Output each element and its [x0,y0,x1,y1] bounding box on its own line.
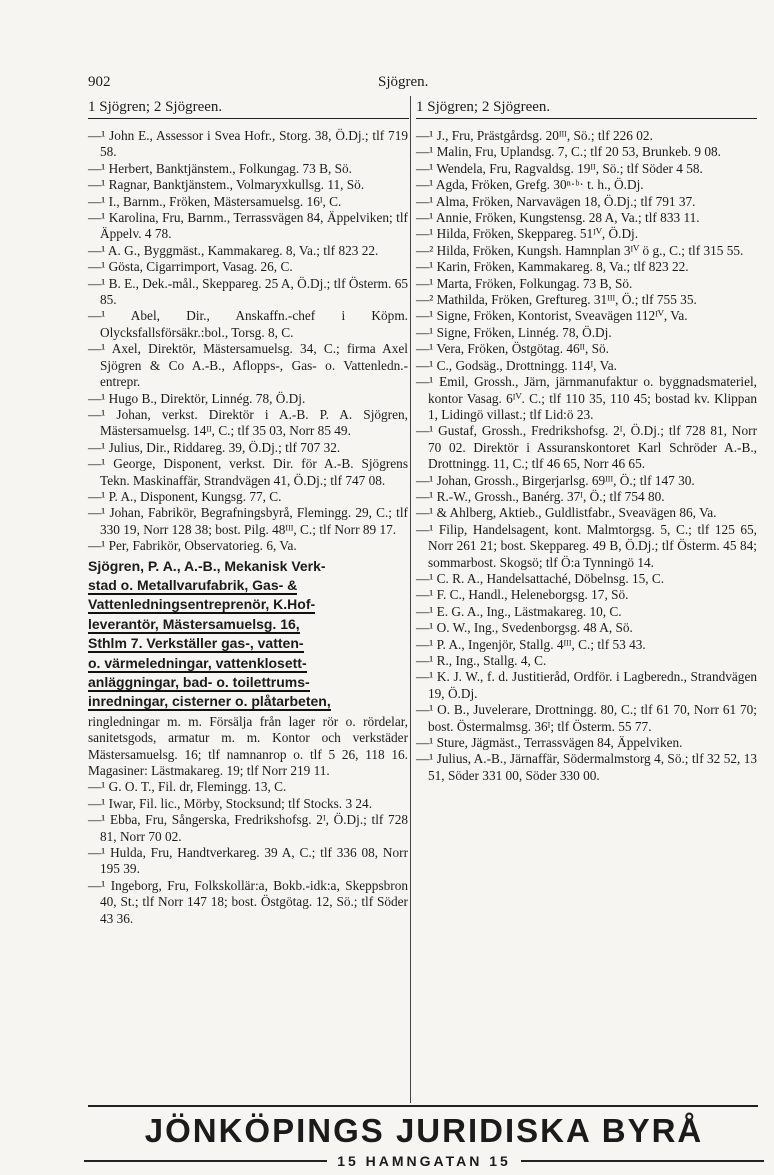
directory-entry: —¹ Annie, Fröken, Kungstensg. 28 A, Va.; tlf 833 11. [416,210,700,226]
directory-entry: —¹ J., Fru, Prästgårdsg. 20ᴵᴵᴵ, Sö.; tlf 226 02. [416,128,653,143]
ad-line: o. värmeledningar, vattenklosett- [88,654,307,671]
directory-entry: —¹ Abel, Dir., Anskaffn.-chef i Köpm. Olycksfallsförsäkr.:bol., Torsg. 8, C. [88,308,408,340]
footer-address: 15 HAMNGATAN 15 [337,1153,511,1169]
directory-entry: —¹ Ingeborg, Fru, Folkskollär:a, Bokb.-idk:a, Skeppsbron 40, St.; tlf Norr 147 18; bost. Östgötag. 12, Sö.; tlf Söder 43 36. [88,877,408,926]
directory-entry: —¹ Johan, Grossh., Birgerjarlsg. 69ᴵᴵᴵ, Ö.; tlf 147 30. [416,472,695,488]
address-right-rule [521,1160,764,1162]
directory-entry: —¹ R., Ing., Stallg. 4, C. [416,653,547,668]
directory-entry: —¹ P. A., Disponent, Kungsg. 77, C. [88,488,282,504]
directory-entry: —¹ Johan, verkst. Direktör i A.-B. P. A. Sjögren, Mästersamuelsg. 14ᴵᴵ, C.; tlf 35 03, Norr 85 49. [88,406,408,439]
directory-entry: —¹ Marta, Fröken, Folkungag. 73 B, Sö. [416,275,633,291]
ad-line: Vattenledningsentreprenör, K.Hof- [88,596,316,613]
ad-line: stad o. Metallvarufabrik, Gas- & [88,576,298,593]
ad-text: ringledningar m. m. Försälja från lager rör o. rördelar, sanitetsgods, armatur m. m. Kontor och verkstäder Mästersamuelsg. 16; tlf namnanrop o. tlf 5 26, 118 16. Magasiner: Lästmakareg. 19; tlf Norr 219 11. [88,713,408,779]
directory-entry: —¹ Wendela, Fru, Ragvaldsg. 19ᴵᴵ, Sö.; tlf Söder 4 58. [416,160,703,176]
footer-banner: JÖNKÖPINGS JURIDISKA BYRÅ [144,1112,704,1149]
ad-line: inredningar, cisterner o. plåtarbeten, [88,693,331,710]
directory-entry: —¹ P. A., Ingenjör, Stallg. 4ᴵᴵᴵ, C.; tlf 53 43. [416,636,646,652]
directory-entry: —¹ Gustaf, Grossh., Fredrikshofsg. 2ᴵ, Ö.Dj.; tlf 728 81, Norr 70 02. Direktör i Assuranskontoret Karl Schröder A.-B., Drottningg. 11, C.; tlf 46 65, Norr 46 65. [416,423,757,472]
directory-entry: —¹ John E., Assessor i Svea Hofr., Storg. 38, Ö.Dj.; tlf 719 58. [88,128,408,160]
directory-entry: —¹ Ragnar, Banktjänstem., Volmaryxkullsg. 11, Sö. [88,177,365,193]
directory-entry: —¹ F. C., Handl., Heleneborgsg. 17, Sö. [416,587,629,603]
directory-entry: —¹ O. B., Juvelerare, Drottningg. 80, C.; tlf 61 70, Norr 61 70; bost. Östermalmsg. 36ᴵ; tlf Österm. 55 77. [416,702,757,734]
left-column [88,128,408,927]
directory-entry: —¹ E. G. A., Ing., Lästmakareg. 10, C. [416,603,622,619]
left-entry-list-after [88,779,408,927]
directory-entry: —¹ C. R. A., Handelsattaché, Döbelnsg. 15, C. [416,570,665,586]
directory-entry: —¹ A. G., Byggmäst., Kammakareg. 8, Va.; tlf 823 22. [88,242,379,258]
directory-entry: —¹ Emil, Grossh., Järn, järnmanufaktur o. byggnadsmateriel, kontor Vasag. 6ᴵⱽ. C.; tlf 110 35, 110 45; bostad kv. Klippan 1, Lidingö villast.; tlf Lid:ö 23. [416,374,757,422]
left-column-head: 1 Sjögren; 2 Sjögreen. [88,98,409,119]
directory-entry: —¹ Iwar, Fil. lic., Mörby, Stocksund; tlf Stocks. 3 24. [88,795,373,811]
directory-entry: —¹ K. J. W., f. d. Justitieråd, Ordför. i Lagberedn., Strandvägen 19, Ö.Dj. [416,669,757,701]
page-number: 902 [88,74,111,90]
directory-entry: —¹ G. O. T., Fil. dr, Flemingg. 13, C. [88,779,287,795]
directory-entry: —¹ Signe, Fröken, Linnég. 78, Ö.Dj. [416,324,612,340]
right-column-head: 1 Sjögren; 2 Sjögreen. [416,98,757,119]
ad-line: Sthlm 7. Verkställer gas-, vatten- [88,635,304,652]
address-left-rule [84,1160,327,1162]
directory-entry: —¹ O. W., Ing., Svedenborgsg. 48 A, Sö. [416,620,633,636]
running-head: Sjögren. [378,74,429,90]
directory-entry: —¹ Filip, Handelsagent, kont. Malmtorgsg. 5, C.; tlf 125 65, Norr 261 21; bost. Skeppareg. 49 B, Ö.Dj.; tlf Österm. 45 84; sommarbost. Skogsö; tlf Ö:a Tynningö 14. [416,521,757,570]
directory-entry: —² Hilda, Fröken, Kungsh. Hamnplan 3ᴵⱽ ö g., C.; tlf 315 55. [416,242,744,258]
directory-entry: —¹ Karolina, Fru, Barnm., Terrassvägen 84, Äppelviken; tlf Äppelv. 4 78. [88,210,408,242]
directory-entry: —¹ & Ahlberg, Aktieb., Guldlistfabr., Sveavägen 86, Va. [416,505,717,521]
ad-line: leverantör, Mästersamuelsg. 16, [88,615,300,632]
directory-entry: —¹ Hugo B., Direktör, Linnég. 78, Ö.Dj. [88,390,306,406]
directory-entry: —¹ Herbert, Banktjänstem., Folkungag. 73 B, Sö. [88,160,352,176]
footer-address-row [84,1150,764,1172]
ad-line: Sjögren, P. A., A.-B., Mekanisk Verk- [88,557,326,574]
directory-entry: —¹ Axel, Direktör, Mästersamuelsg. 34, C.; firma Axel Sjögren & Co A.-B., Aflopps-, Gas- o. Vattenledn.-entrepr. [88,341,408,390]
directory-entry: —¹ Ebba, Fru, Sångerska, Fredrikshofsg. 2ᴵ, Ö.Dj.; tlf 728 81, Norr 70 02. [88,812,408,844]
directory-entry: —¹ Johan, Fabrikör, Begrafningsbyrå, Flemingg. 29, C.; tlf 330 19, Norr 128 38; bost. Pilg. 48ᴵᴵᴵ, C.; tlf Norr 89 17. [88,505,408,537]
advertisement-block [88,555,408,714]
directory-entry: —¹ Julius, A.-B., Järnaffär, Södermalmstorg 4, Sö.; tlf 32 52, 13 51, Söder 331 00, Söder 330 00. [416,751,757,783]
directory-entry: —¹ Hulda, Fru, Handtverkareg. 39 A, C.; tlf 336 08, Norr 195 39. [88,845,408,877]
footer-rule [88,1105,758,1107]
directory-entry: —¹ Alma, Fröken, Narvavägen 18, Ö.Dj.; tlf 791 37. [416,193,696,209]
directory-entry: —¹ Karin, Fröken, Kammakareg. 8, Va.; tlf 823 22. [416,259,689,275]
column-divider [410,96,411,1103]
directory-entry: —¹ R.-W., Grossh., Banérg. 37ᴵ, Ö.; tlf 754 80. [416,488,665,504]
directory-entry: —¹ Agda, Fröken, Grefg. 30ⁿ·ᵇ· t. h., Ö.Dj. [416,177,644,193]
directory-entry: —¹ George, Disponent, verkst. Dir. för A.-B. Sjögrens Tekn. Maskinaffär, Strandvägen 41, Ö.Dj.; tlf 747 08. [88,456,408,488]
directory-entry: —¹ Sture, Jägmäst., Terrassvägen 84, Äppelviken. [416,735,683,751]
directory-entry: —¹ Malin, Fru, Uplandsg. 7, C.; tlf 20 53, Brunkeb. 9 08. [416,144,722,160]
directory-entry: —² Mathilda, Fröken, Greftureg. 31ᴵᴵᴵ, Ö.; tlf 755 35. [416,292,697,308]
right-entry-list [416,128,757,784]
directory-entry: —¹ Hilda, Fröken, Skeppareg. 51ᴵⱽ, Ö.Dj. [416,226,639,242]
right-column [416,128,757,784]
directory-entry: —¹ Signe, Fröken, Kontorist, Sveavägen 112ᴵⱽ, Va. [416,308,688,324]
directory-entry: —¹ C., Godsäg., Drottningg. 114ᴵ, Va. [416,357,617,373]
directory-entry: —¹ Julius, Dir., Riddareg. 39, Ö.Dj.; tlf 707 32. [88,439,341,455]
directory-entry: —¹ Gösta, Cigarrimport, Vasag. 26, C. [88,259,293,275]
ad-line: anläggningar, bad- o. toilettrums- [88,674,310,690]
left-entry-list [88,128,408,555]
directory-entry: —¹ Per, Fabrikör, Observatorieg. 6, Va. [88,538,297,554]
directory-entry: —¹ I., Barnm., Fröken, Mästersamuelsg. 16ᴵ, C. [88,193,342,209]
directory-entry: —¹ B. E., Dek.-mål., Skeppareg. 25 A, Ö.Dj.; tlf Österm. 65 85. [88,275,408,308]
directory-entry: —¹ Vera, Fröken, Östgötag. 46ᴵᴵ, Sö. [416,341,609,357]
